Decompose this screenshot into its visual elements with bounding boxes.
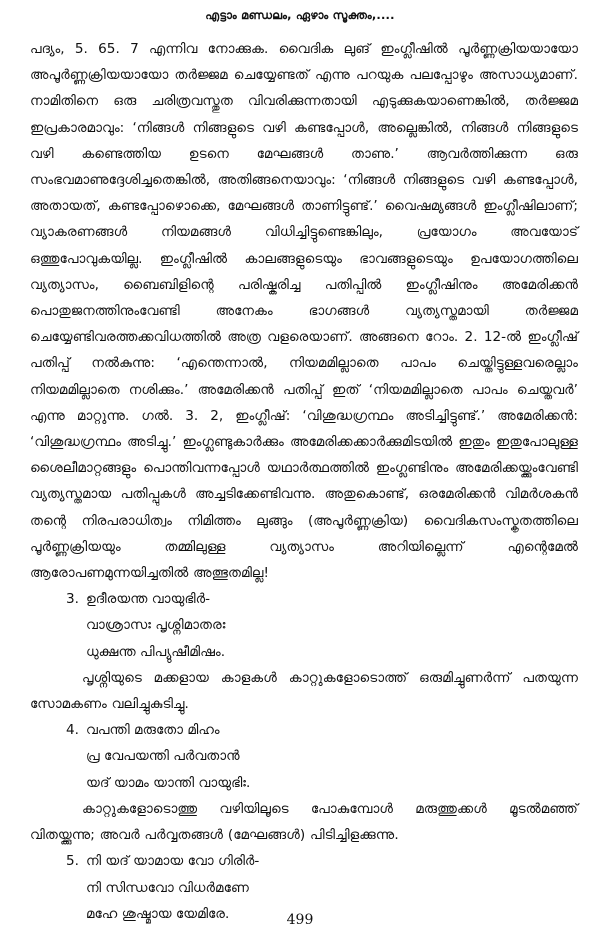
verse-line: നി യദ് യാമായ വോ ഗിരിര്‍- bbox=[86, 853, 260, 870]
verse-line: നി സിന്ധവോ വിധര്‍മണേ bbox=[86, 879, 249, 896]
verse-line: ധുക്ഷന്ത പിപ്യുഷീമിഷം. bbox=[86, 643, 226, 660]
verse-line: ഉദീരയന്ത വായുഭിര്‍- bbox=[86, 591, 211, 608]
paragraph-commentary: പദ്യം, 5. 65. 7 എന്നിവ നോക്കുക. വൈദിക ലുങ് ഇംഗ്ലീഷിൽ പൂർണ്ണക്രിയയായോ അപൂർണ്ണക്രിയയായോ തർജ്ജമ ചെയ്യേണ്ടത് എന്നു പറയുക പലപ്പോഴും അസാധ്യമാണ്. നാമിതിനെ ഒരു ചരിത്രവസ്തുത വിവരിക്കുന്നതായി എടുക്കുകയാണെങ്കിൽ, തർജ്ജമ ഇപ്രകാരമാവും: ‘നിങ്ങൾ നിങ്ങളുടെ വഴി കണ്ടപ്പോൾ, അല്ലെങ്കിൽ, നിങ്ങൾ നിങ്ങളുടെ വഴി കണ്ടെത്തിയ ഉടനെ മേഘങ്ങൾ താണു.’ ആവർത്തിക്കുന്ന ഒരു സംഭവമാണുദ്ദേശിച്ചതെങ്കിൽ, അതിങ്ങനെയാവും: ‘നിങ്ങൾ നിങ്ങളുടെ വഴി കണ്ടപ്പോൾ, അതായത്, കണ്ടപ്പോഴൊക്കെ, മേഘങ്ങൾ താണിട്ടുണ്ട്.’ വൈഷമ്യങ്ങൾ ഇംഗ്ലീഷിലാണ്; വ്യാകരണങ്ങൾ നിയമങ്ങൾ വിധിച്ചിട്ടുണ്ടെങ്കിലും, പ്രയോഗം അവയോട് ഒത്തുപോവുകയില്ല. ഇംഗ്ലീഷിൽ കാലങ്ങളുടെയും ഭാവങ്ങളുടെയും ഉപയോഗത്തിലെ വ്യത്യാസം, ബൈബിളിന്റെ പരിഷ്കരിച്ച പതിപ്പിൽ ഇംഗ്ലീഷിനും അമേരിക്കൻ പൊതുജനത്തിനുംവേണ്ടി അനേകം ഭാഗങ്ങൾ വ്യത്യസ്തമായി തർജ്ജമ ചെയ്യേണ്ടിവരത്തക്കവിധത്തിൽ അത്ര വളരെയാണ്. അങ്ങനെ റോം. 2. 12-ൽ ഇംഗ്ലീഷ് പതിപ്പ് നൽകുന്നു: ‘എന്തെന്നാൽ, നിയമമില്ലാതെ പാപം ചെയ്തിട്ടുള്ളവരെല്ലാം നിയമമില്ലാതെ നശിക്കും.’ അമേരിക്കൻ പതിപ്പ് ഇത് ‘നിയമമില്ലാതെ പാപം ചെയ്തവർ’ എന്നു മാറ്റുന്നു. ഗൽ. 3. 2, ഇംഗ്ലീഷ്: ‘വിശുദ്ധഗ്രന്ഥം അടിച്ചിട്ടുണ്ട്.’ അമേരിക്കൻ: ‘വിശുദ്ധഗ്രന്ഥം അടിച്ചു.’ ഇംഗ്ലണ്ടുകാർക്കും അമേരിക്കക്കാർക്കുമിടയിൽ ഇതും ഇതുപോലുള്ള ശൈലീമാറ്റങ്ങളും പൊന്തിവന്നപ്പോൾ യഥാർത്ഥത്തിൽ ഇംഗ്ലണ്ടിനും അമേരിക്കയ്ക്കുംവേണ്ടി വ്യത്യസ്തമായ പതിപ്പുകൾ അച്ചടിക്കേണ്ടിവന്നു. അതുകൊണ്ട്, ഒരമേരിക്കൻ വിമർശകൻ തന്റെ നിരപരാധിത്വം നിമിത്തം ലുങ്ങും (അപൂർണ്ണക്രിയ) വൈദികസംസ്കൃതത്തിലെ പൂർണ്ണക്രിയയും തമ്മിലുള്ള വ്യത്യാസം അറിയില്ലെന്ന് എന്റെമേൽ ആരോപണമുന്നയിച്ചതിൽ അത്ഭുതമില്ല! bbox=[30, 41, 578, 582]
paragraph-translation-3: പൃശ്നിയുടെ മക്കളായ കാളകൾ കാറ്റുകളോടൊത്ത് ഒരുമിച്ചുണർന്ന് പതയുന്ന സോമകണം വലിച്ചുകുടിച്ചു. bbox=[30, 669, 578, 713]
paragraph-translation-4: കാറ്റുകളോടൊത്തു വഴിയിലൂടെ പോകുമ്പോൾ മരുത്തുക്കൾ മൂടൽമഞ്ഞ് വിതയ്ക്കുന്നു; അവർ പർവ്വതങ്ങൾ (മേഘങ്ങൾ) പിടിച്ചിളക്കുന്നു. bbox=[30, 800, 578, 844]
verse-4 bbox=[30, 717, 578, 796]
verse-line: യദ് യാമം യാന്തി വായുഭിഃ. bbox=[86, 774, 251, 791]
verse-number: 5. bbox=[66, 853, 79, 870]
verse-line: പ്ര വേപയന്തി പര്‍വതാന്‍ bbox=[86, 748, 240, 765]
verse-number: 4. bbox=[66, 722, 79, 739]
page-number: 499 bbox=[286, 912, 314, 928]
verse-3 bbox=[30, 586, 578, 665]
body-text bbox=[30, 36, 578, 927]
verse-line: വാശ്രാസഃ പൃശ്നിമാതരഃ bbox=[86, 617, 226, 634]
verse-line: വപന്തി മരുതോ മിഹം bbox=[86, 722, 220, 739]
verse-line: മഹേ ശുഷ്മായ യേമിരേ. bbox=[86, 905, 230, 922]
running-head: എട്ടാം മണ്ഡലം, ഏഴാം സൂക്തം,.... bbox=[205, 8, 395, 22]
verse-number: 3. bbox=[66, 591, 79, 608]
